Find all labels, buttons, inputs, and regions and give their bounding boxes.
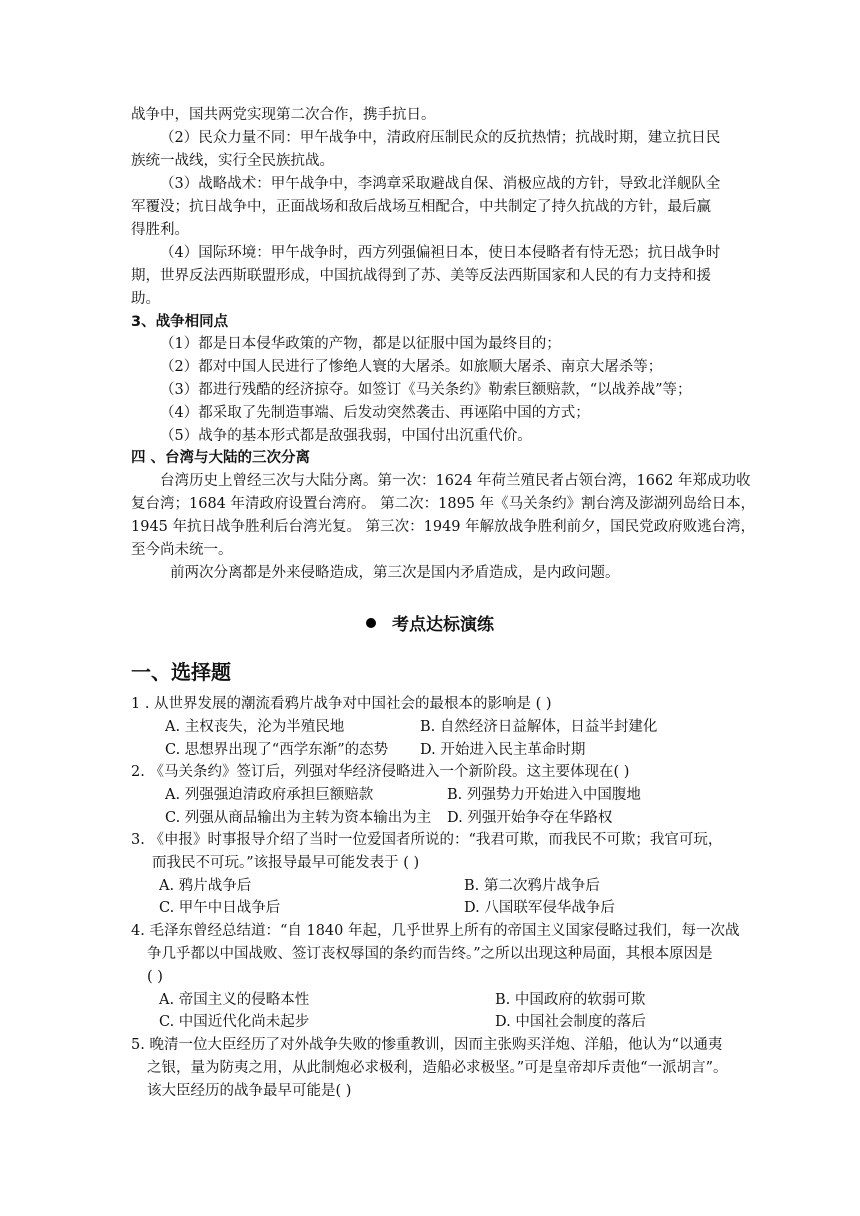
paragraph-line: 期，世界反法西斯联盟形成，中国抗战得到了苏、美等反法西斯国家和人民的有力支持和援 [131,268,711,284]
answer-blank: ( ) [147,969,163,985]
option-c: C. 中国近代化尚未起步 [159,1014,310,1030]
option-a: A. 帝国主义的侵略本性 [159,992,310,1008]
paragraph-line: 得胜利。 [131,222,189,238]
paragraph-line: 助。 [131,291,160,307]
question-stem: 之银，量为防夷之用，从此制炮必求极利，造船必求极坚。”可是皇帝却斥责他“一派胡言”。 [147,1060,728,1076]
paragraph-line: （2）民众力量不同：甲午战争中，清政府压制民众的反抗热情；抗战时期，建立抗日民 [160,130,721,146]
paragraph-line: 前两次分离都是外来侵略造成，第三次是国内矛盾造成，是内政问题。 [170,565,620,581]
option-c: C. 思想界出现了“西学东渐”的态势 [165,742,389,758]
option-d: D. 列强开始争夺在华路权 [447,810,613,826]
option-b: B. 中国政府的软弱可欺 [495,992,646,1008]
list-item: （2）都对中国人民进行了惨绝人寰的大屠杀。如旅顺大屠杀、南京大屠杀等； [160,359,663,375]
question-stem: 1 . 从世界发展的潮流看鸦片战争对中国社会的最根本的影响是 ( ) [131,696,552,712]
option-b: B. 列强势力开始进入中国腹地 [447,787,641,803]
bullet-icon [366,618,376,628]
option-a: A. 鸦片战争后 [159,878,252,894]
question-stem: 3. 《申报》时事报导介绍了当时一位爱国者所说的：“我君可欺，而我民不可欺；我官可玩， [131,832,723,848]
practice-title [0,610,860,635]
section-heading: 四 、台湾与大陆的三次分离 [131,450,311,466]
practice-title-text: 考点达标演练 [392,615,494,635]
option-d: D. 八国联军侵华战争后 [464,900,615,916]
question-stem: 5. 晚清一位大臣经历了对外战争失败的惨重教训，因而主张购买洋炮、洋船，他认为“以通夷 [131,1037,723,1053]
list-item: （4）都采取了先制造事端、后发动突然袭击、再诬陷中国的方式； [160,405,590,421]
paragraph-line: （3）战略战术：甲午战争中，李鸿章采取避战自保、消极应战的方针，导致北洋舰队全 [160,176,721,192]
option-a: A. 列强强迫清政府承担巨额赔款 [165,787,374,803]
question-stem: 2. 《马关条约》签订后，列强对华经济侵略进入一个新阶段。这主要体现在( ) [131,764,630,780]
paragraph-line: 台湾历史上曾经三次与大陆分离。第一次：1624 年荷兰殖民者占领台湾，1662 年郑成功收 [160,473,751,489]
list-item: （5）战争的基本形式都是敌强我弱，中国付出沉重代价。 [160,428,532,444]
question-stem: 而我民不可玩。”该报导最早可能发表于 ( ) [152,855,420,871]
paragraph-line: 复台湾；1684 年清政府设置台湾府。 第二次：1895 年《马关条约》割台湾及澎湖列岛给日本， [131,496,756,512]
option-b: B. 第二次鸦片战争后 [464,878,600,894]
paragraph-line: 军覆没；抗日战争中，正面战场和敌后战场互相配合，中共制定了持久抗战的方针，最后赢 [131,199,711,215]
question-stem: 4. 毛泽东曾经总结道：“自 1840 年起，几乎世界上所有的帝国主义国家侵略过我们，每一次战 [131,923,740,939]
paragraph-line: （4）国际环境：甲午战争时，西方列强偏袒日本，使日本侵略者有恃无恐；抗日战争时 [160,245,721,261]
option-a: A. 主权丧失，沦为半殖民地 [165,719,345,735]
list-item: （3）都进行残酷的经济掠夺。如签订《马关条约》勒索巨额赔款，“以战养战”等； [160,382,692,398]
option-b: B. 自然经济日益解体，日益半封建化 [420,719,658,735]
paragraph-line: 至今尚未统一。 [131,542,233,558]
section-heading: 3、战争相同点 [131,314,229,330]
option-c: C. 列强从商品输出为主转为资本输出为主 [165,810,432,826]
option-d: D. 中国社会制度的落后 [495,1014,646,1030]
section-title: 一、选择题 [131,660,231,684]
paragraph-line: 战争中，国共两党实现第二次合作，携手抗日。 [131,107,436,123]
question-stem: 该大臣经历的战争最早可能是( ) [147,1083,352,1099]
question-stem: 争几乎都以中国战败、签订丧权辱国的条约而告终。”之所以出现这种局面，其根本原因是 [147,946,713,962]
list-item: （1）都是日本侵华政策的产物，都是以征服中国为最终目的； [160,336,561,352]
option-d: D. 开始进入民主革命时期 [420,742,586,758]
paragraph-line: 族统一战线，实行全民族抗战。 [131,153,334,169]
paragraph-line: 1945 年抗日战争胜利后台湾光复。 第三次：1949 年解放战争胜利前夕，国民党政府败逃台湾， [131,519,756,535]
option-c: C. 甲午中日战争后 [159,900,281,916]
